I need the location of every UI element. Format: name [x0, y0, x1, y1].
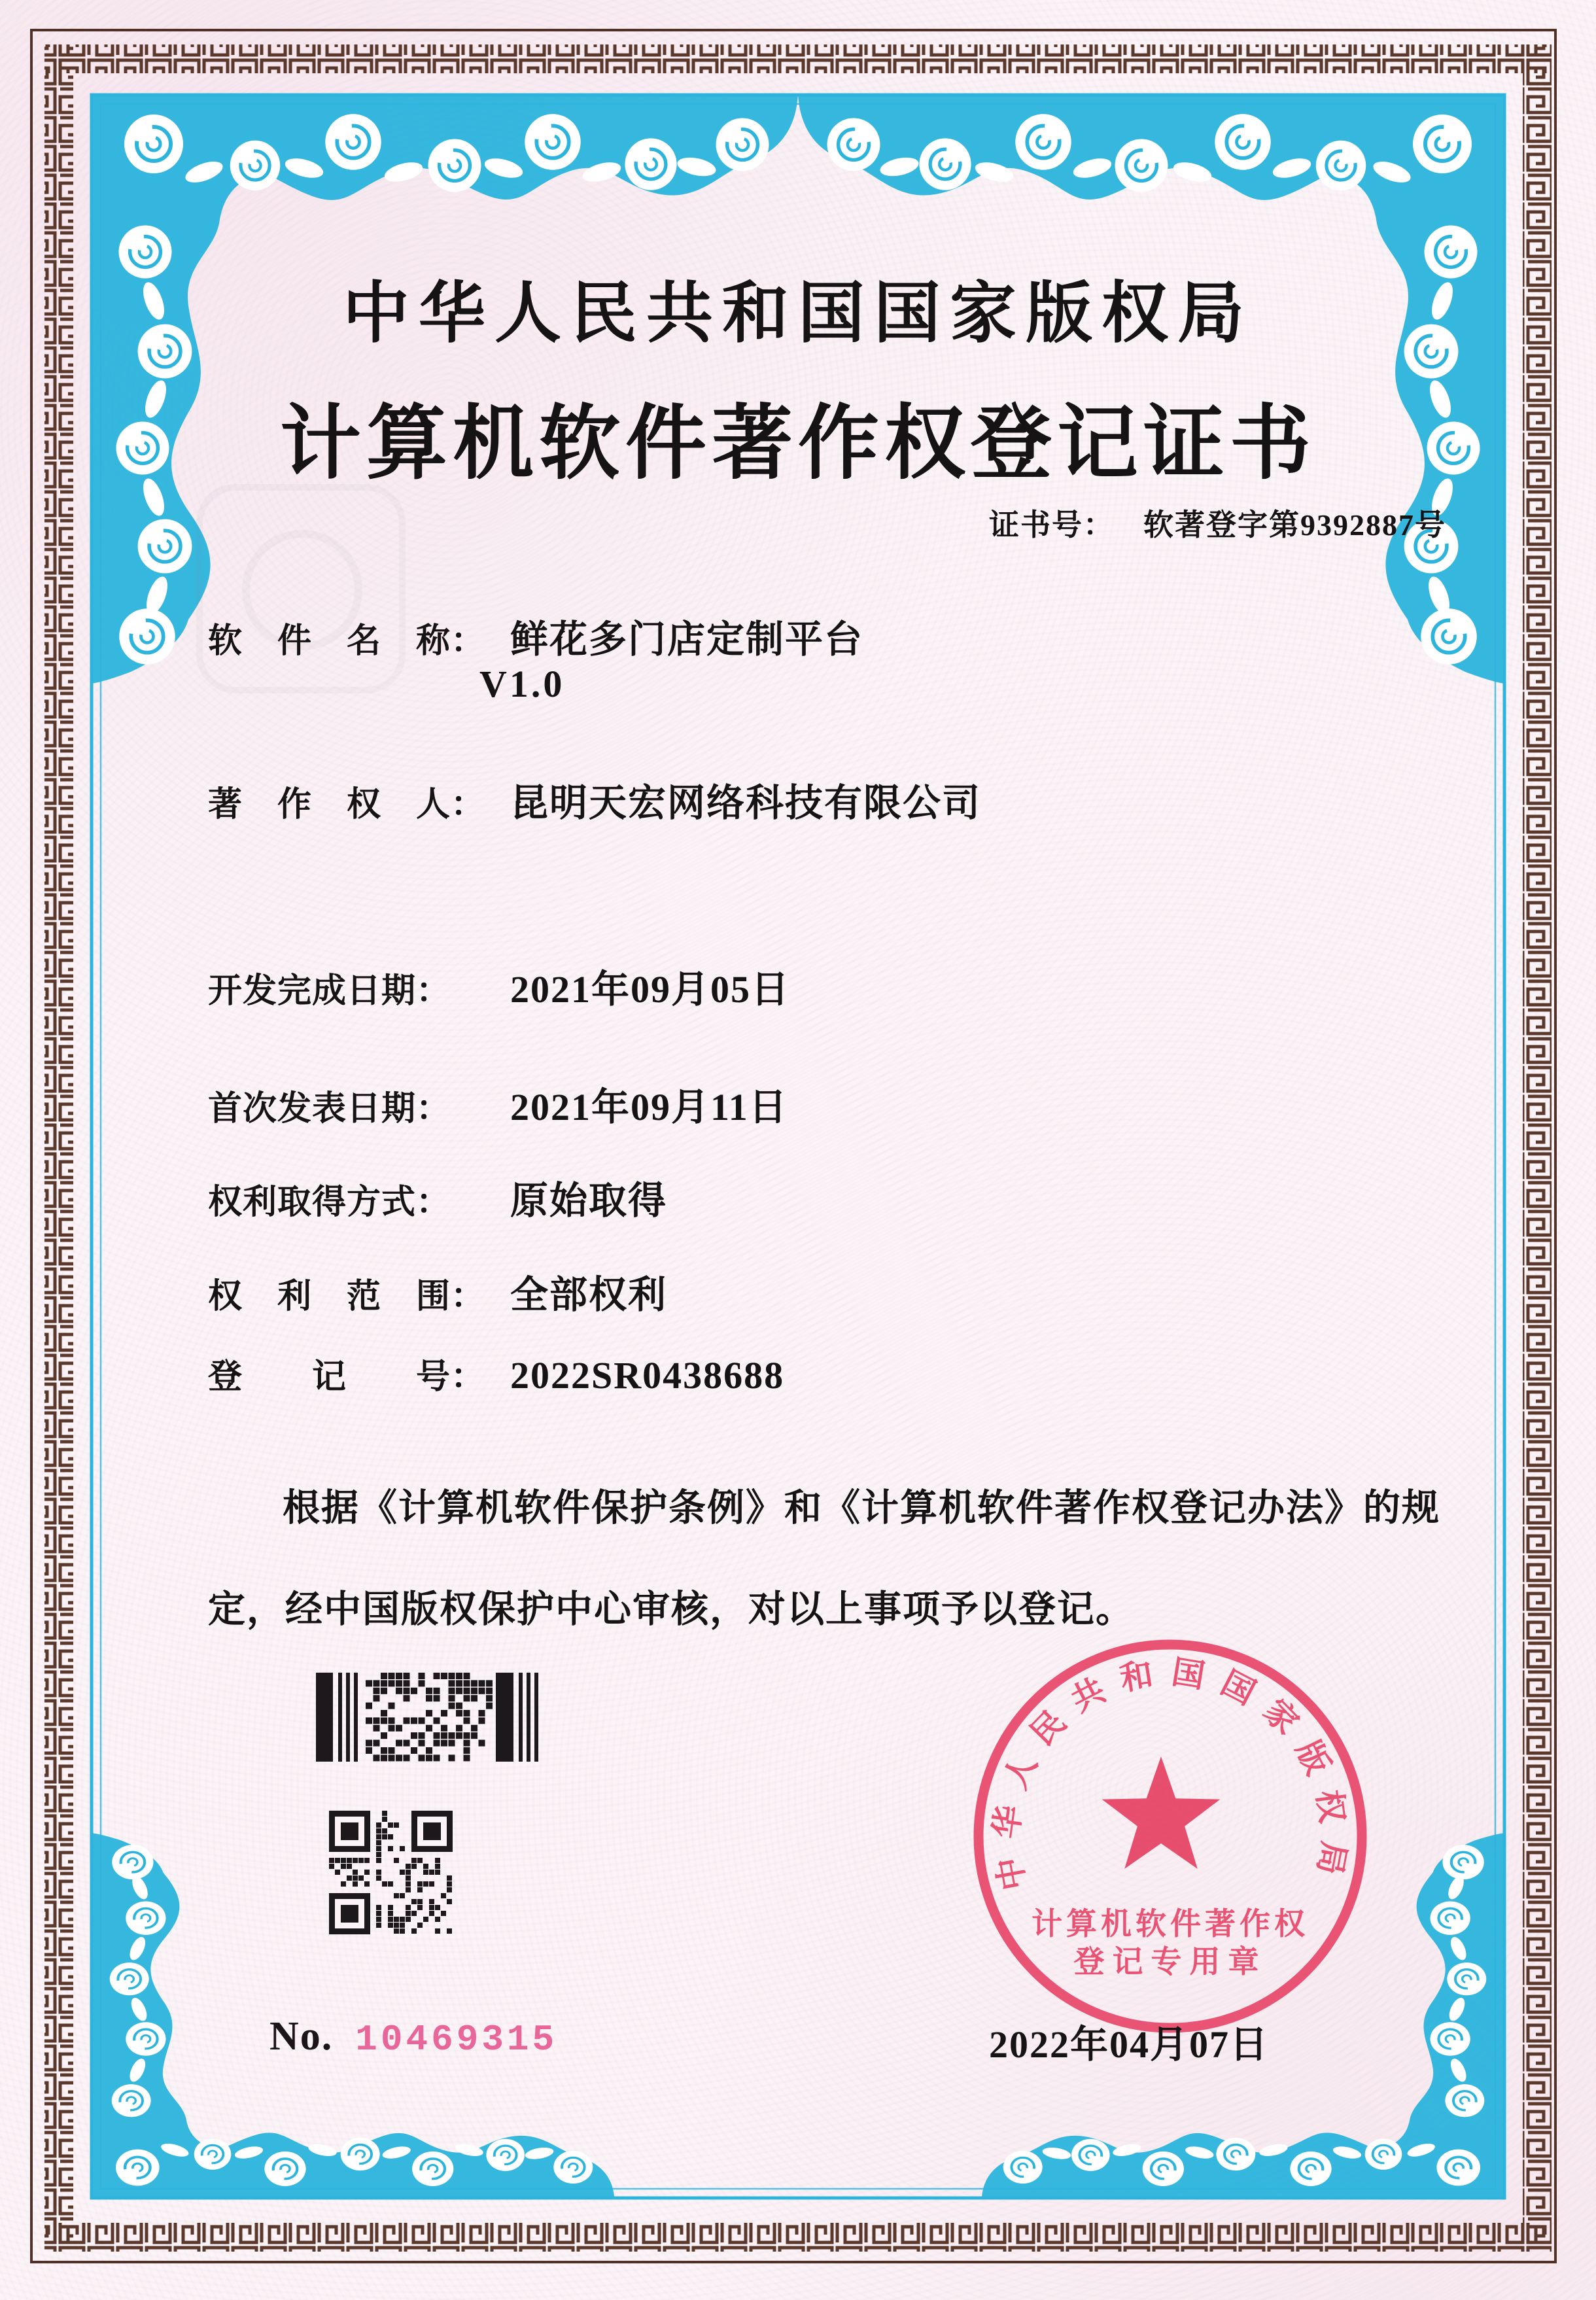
field-label: 权 利 范 围：	[208, 1278, 486, 1316]
official-seal	[979, 1645, 1362, 2028]
field-value: 全部权利	[510, 1274, 668, 1316]
field-row-registration-number	[208, 1349, 784, 1398]
meander-border-top	[44, 44, 1552, 73]
field-label: 权利取得方式：	[208, 1184, 451, 1221]
barcode	[316, 1673, 546, 1765]
field-row-copyright-owner	[208, 772, 981, 827]
field-label: 软 件 名 称：	[208, 623, 486, 660]
registration-statement: 根据《计算机软件保护条例》和《计算机软件著作权登记办法》的规定，经中国版权保护中心审核，对以上事项予以登记。	[208, 1488, 1440, 1630]
seal-line1: 计算机软件著作权	[1032, 1908, 1309, 1942]
field-row-software-name	[208, 608, 863, 663]
field-value: 2022SR0438688	[510, 1354, 785, 1397]
field-label: 开发完成日期：	[208, 973, 451, 1010]
certificate-number-row	[989, 501, 1446, 544]
serial-number-row	[269, 2013, 557, 2061]
authority-title: 中华人民共和国国家版权局	[343, 277, 1253, 351]
software-version: V1.0	[479, 663, 565, 705]
field-value: 鲜花多门店定制平台	[510, 618, 864, 661]
outer-rule-border	[31, 30, 1555, 2262]
certificate-number-value: 软著登字第9392887号	[1143, 508, 1446, 542]
serial-number-label: No.	[269, 2014, 334, 2059]
field-row-rights-acquisition	[208, 1170, 667, 1225]
seal-ring-text: 中华人民共和国国家版权局	[987, 1653, 1353, 1893]
field-row-first-publish-date	[208, 1076, 788, 1131]
seal-line2: 登记专用章	[1073, 1945, 1267, 1979]
field-label: 首次发表日期：	[208, 1090, 451, 1128]
field-label: 登 记 号：	[208, 1359, 486, 1396]
field-label: 著 作 权 人：	[208, 786, 486, 824]
field-value: 2021年09月05日	[510, 968, 791, 1011]
certificate-title: 计算机软件著作权登记证书	[279, 399, 1316, 489]
certificate-number-label: 证书号：	[989, 508, 1115, 542]
seal-star-icon	[1102, 1756, 1221, 1869]
field-row-dev-complete-date	[208, 958, 790, 1013]
issue-date: 2022年04月07日	[989, 2023, 1270, 2066]
field-value: 昆明天宏网络科技有限公司	[510, 782, 982, 824]
meander-border-left	[44, 44, 73, 2252]
qr-code	[329, 1811, 453, 1938]
field-value: 原始取得	[510, 1179, 668, 1222]
meander-border-bottom	[44, 2223, 1552, 2252]
serial-number-value: 10469315	[355, 2019, 558, 2061]
field-value: 2021年09月11日	[510, 1086, 788, 1128]
field-row-rights-scope	[208, 1264, 667, 1319]
meander-border-right	[1523, 44, 1552, 2252]
